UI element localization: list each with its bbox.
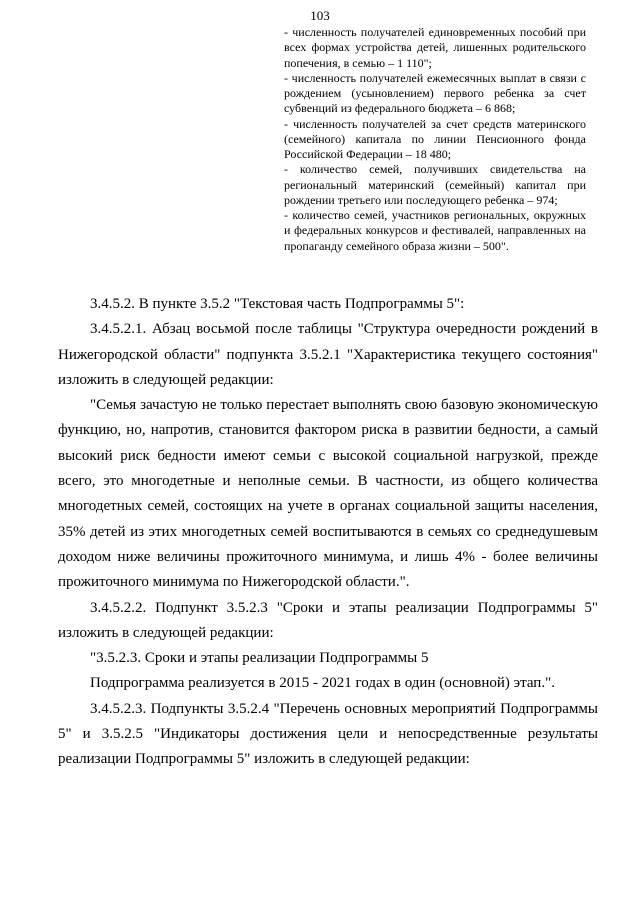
page-number: 103 <box>310 8 330 23</box>
table-cell-fragment <box>284 25 586 254</box>
table-cell-item: - численность получателей ежемесячных выплат в связи с рождением (усыновлением) первого ребенка за счет субвенций из федерального бюджета – 6 868; <box>284 70 586 116</box>
body-text <box>58 292 598 773</box>
paragraph: "3.5.2.3. Сроки и этапы реализации Подпрограммы 5 <box>90 650 429 667</box>
paragraph: Подпрограмма реализуется в 2015 - 2021 годах в один (основной) этап.". <box>90 675 555 692</box>
table-cell-item: - количество семей, участников региональных, окружных и федеральных конкурсов и фестивалей, направленных на пропаганду семейного образа жизни – 500". <box>284 208 586 253</box>
table-cell-item: - численность получателей за счет средств материнского (семейного) капитала по линии Пенсионного фонда Российской Федерации – 18 480; <box>284 116 586 161</box>
paragraph: 3.4.5.2.1. Абзац восьмой после таблицы "Структура очередности рождений в Нижегородской области" подпункта 3.5.2.1 "Характеристика текущего состояния" изложить в следующей редакции: <box>58 321 598 388</box>
paragraph: 3.4.5.2.3. Подпункты 3.5.2.4 "Перечень основных мероприятий Подпрограммы 5" и 3.5.2.5 "Индикаторы достижения цели и непосредственные результаты реализации Подпрограммы 5" изложить в следующей редакции: <box>58 700 598 768</box>
paragraph: 3.4.5.2.2. Подпункт 3.5.2.3 "Сроки и этапы реализации Подпрограммы 5" изложить в следующей редакции: <box>58 599 598 641</box>
table-cell-item: - количество семей, получивших свидетельства на региональный материнский (семейный) капитал при рождении третьего или последующего ребенка – 974; <box>284 162 586 207</box>
paragraph: "Семья зачастую не только перестает выполнять свою базовую экономическую функцию, но, напротив, становится фактором риска в развитии бедности, а самый высокий риск бедности имеют семьи с высокой социальной нагрузкой, прежде всего, это многодетные и неполные семьи. В частности, из общего количества многодетных семей, состоящих на учете в органах социальной защиты населения, 35% детей из этих многодетных семей воспитываются в семьях со среднедушевым доходом ниже величины прожиточного минимума, и лишь 4% - более величины прожиточного минимума по Нижегородской области.". <box>58 397 598 591</box>
paragraph: 3.4.5.2. В пункте 3.5.2 "Текстовая часть Подпрограммы 5": <box>90 296 465 312</box>
table-cell-item: - численность получателей единовременных пособий при всех формах устройства детей, лишенных родительского попечения, в семью – 1 110"; <box>284 25 586 70</box>
